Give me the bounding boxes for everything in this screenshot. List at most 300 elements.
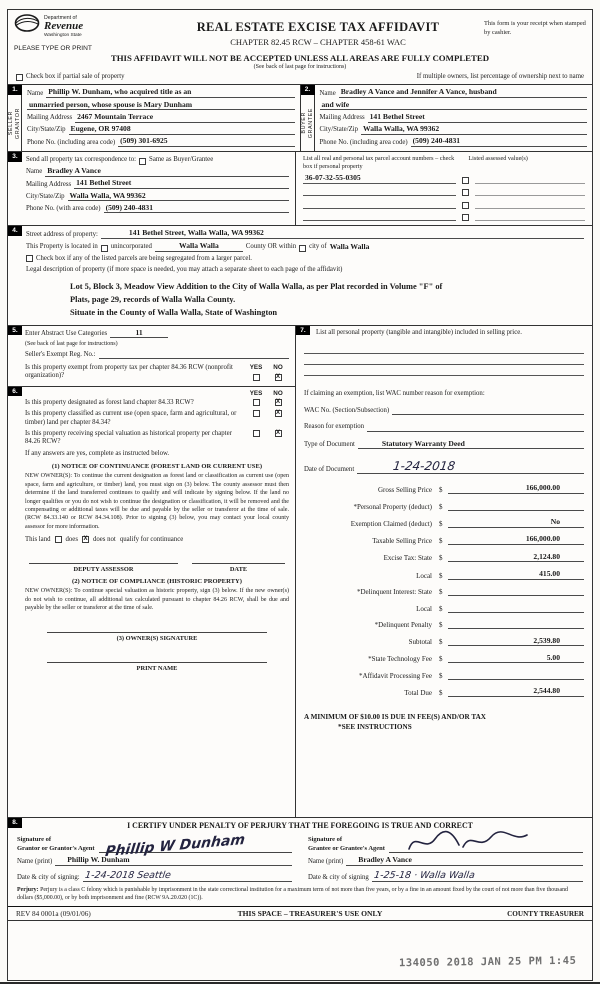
buyer-name-label: Name <box>319 89 336 97</box>
nonprofit-no-column <box>267 364 289 381</box>
warning-line: THIS AFFIDAVIT WILL NOT BE ACCEPTED UNLESS ALL AREAS ARE FULLY COMPLETED <box>110 53 490 63</box>
delinquent-penalty-field[interactable] <box>448 620 584 629</box>
left-column <box>8 326 296 818</box>
delinquent-interest-local-field[interactable] <box>448 604 584 613</box>
logo-revenue: Revenue <box>44 19 84 32</box>
assessor-date-line[interactable] <box>192 563 285 564</box>
notice-continuance-title: (1) NOTICE OF CONTINUANCE (FOREST LAND OR CURRENT USE) <box>51 463 263 471</box>
dor-swoosh-icon <box>14 13 41 33</box>
legal-description-line-2: Plats, page 29, records of Walla Walla County. <box>70 294 236 304</box>
main-columns <box>8 325 592 818</box>
owners-signature-line[interactable] <box>47 632 267 633</box>
correspondence-phone-field[interactable] <box>104 204 289 214</box>
assessor-date-item <box>192 563 285 573</box>
street-address-row <box>26 229 584 239</box>
forest-no-cell <box>267 399 289 406</box>
personal-property-label: List all personal property (tangible and intangible) included in selling price. <box>316 328 522 336</box>
seller-csz-label: City/State/Zip <box>27 126 66 134</box>
property-location-row <box>26 242 584 252</box>
document-type-label: Type of Document <box>304 440 355 448</box>
section-7-badge: 7. <box>296 326 310 336</box>
document-date-value: 1-24-2018 <box>392 459 457 474</box>
historic-no-checkbox[interactable]: X <box>275 429 280 436</box>
grantee-signature-row <box>308 831 583 853</box>
certify-statement: I CERTIFY UNDER PENALTY OF PERJURY THAT THE FOREGOING IS TRUE AND CORRECT <box>127 821 473 831</box>
buyer-name-value-1: Bradley A Vance and Jennifer A Vance, husband <box>340 87 497 97</box>
reason-row <box>304 423 584 432</box>
dollar-sign: $ <box>439 671 443 680</box>
perjury-label: Perjury: <box>17 887 39 894</box>
correspondence-csz-label: City/State/Zip <box>26 192 65 200</box>
seller-name-row <box>27 88 295 98</box>
section-1-badge: 1. <box>8 85 22 95</box>
forest-land-question: Is this property designated as forest land chapter 84.33 RCW? <box>25 399 194 407</box>
excise-tax-state-field[interactable] <box>448 553 584 563</box>
subtotal-label: Subtotal <box>408 638 432 647</box>
money-row-excise-state <box>304 553 584 563</box>
section-7 <box>296 326 592 818</box>
seller-phone-field[interactable] <box>118 137 294 147</box>
segregated-label: Check box if any of the listed parcels are being segregated from a larger parcel. <box>36 254 252 262</box>
exemption-note: If claiming an exemption, list WAC number reason for exemption: <box>304 390 485 398</box>
delinquent-interest-state-field[interactable] <box>448 587 584 596</box>
no-header: NO <box>273 363 283 371</box>
seller-mailing-label: Mailing Address <box>27 114 73 122</box>
section-8-badge: 8. <box>8 818 22 828</box>
money-row-delinquent-penalty <box>304 620 584 629</box>
subtotal-value: 2,539.80 <box>533 635 560 645</box>
land-does-not-checkbox[interactable]: X <box>83 536 88 543</box>
correspondence-csz-field[interactable] <box>68 192 289 202</box>
seller-name-label: Name <box>27 89 44 97</box>
form-title: REAL ESTATE EXCISE TAX AFFIDAVIT <box>196 20 440 34</box>
historic-question-row <box>25 430 289 447</box>
parcel-row-2 <box>303 187 585 196</box>
segregated-checkbox[interactable] <box>26 255 33 262</box>
this-land-label: This land <box>25 536 51 544</box>
excise-tax-local-field[interactable] <box>448 570 584 580</box>
cashier-date-stamp: 134050 2018 JAN 25 PM 1:45 <box>398 954 577 970</box>
grantee-signature-field[interactable] <box>389 831 583 853</box>
land-qualify-row <box>25 536 289 543</box>
seller-phone-label: Phone No. (including area code) <box>27 138 116 146</box>
correspondence-name-label: Name <box>26 168 43 176</box>
document-type-row <box>304 440 584 450</box>
county-treasurer-label: COUNTY TREASURER <box>507 909 584 918</box>
historic-no-cell <box>267 430 289 437</box>
partial-sale-checkbox[interactable] <box>16 74 23 81</box>
seller-name-value-2: unmarried person, whose spouse is Mary Dunham <box>29 99 193 109</box>
grantor-sig-label-2: Grantor or Grantor's Agent <box>17 844 95 852</box>
section-3 <box>8 151 592 225</box>
same-as-buyer-checkbox[interactable] <box>139 158 146 165</box>
grantee-date-value: 1-25-18 · Walla Walla <box>373 870 476 882</box>
parcel-number-value: 36-07-32-55-0305 <box>305 173 361 183</box>
excise-tax-local-label: Local <box>416 571 432 580</box>
grantor-name-field[interactable] <box>55 856 292 866</box>
yes-header: YES <box>249 363 263 371</box>
notice-compliance-title: (2) NOTICE OF COMPLIANCE (HISTORIC PROPERTY) <box>72 578 242 586</box>
grantee-sig-label-1: Signature of <box>308 836 343 844</box>
document-type-field[interactable] <box>358 440 584 450</box>
seller-mailing-field[interactable] <box>75 113 294 123</box>
excise-tax-state-label: Excise Tax: State <box>383 554 432 563</box>
abstract-use-field[interactable] <box>110 329 168 339</box>
dor-logo <box>14 13 152 33</box>
buyer-csz-field[interactable] <box>361 125 587 135</box>
document-type-value: Statutory Warranty Deed <box>381 438 465 448</box>
owners-signature-block <box>47 632 267 642</box>
section6-no-header: NO <box>273 389 283 397</box>
correspondence-mailing-field[interactable] <box>74 179 289 189</box>
seller-section <box>8 85 301 151</box>
excise-tax-local-value: 415.00 <box>539 568 560 578</box>
parcel-number-field-4[interactable] <box>303 212 456 221</box>
dollar-sign: $ <box>439 638 443 647</box>
personal-property-line-3[interactable] <box>304 365 584 376</box>
grantee-date-field[interactable] <box>372 870 583 882</box>
taxable-selling-price-field[interactable] <box>448 535 584 545</box>
perjury-notice <box>8 885 592 906</box>
dollar-sign: $ <box>439 604 443 613</box>
buyer-mailing-label: Mailing Address <box>319 114 365 122</box>
buyer-csz-label: City/State/Zip <box>319 126 359 134</box>
legal-description-label: Legal description of property (if more space is needed, you may attach a separate sheet to each page of the affidavit) <box>26 266 343 274</box>
legal-description-text <box>70 280 584 319</box>
personal-property-checkbox-2[interactable] <box>462 189 469 196</box>
print-name-label: PRINT NAME <box>136 665 178 673</box>
print-name-block <box>47 662 267 672</box>
grantor-sig-label-1: Signature of <box>17 836 52 844</box>
see-back-note: (See back of last page for instructions) <box>253 64 347 70</box>
grantee-name-value: Bradley A Vance <box>358 855 412 865</box>
seller-csz-value: Eugene, OR 97408 <box>70 124 131 134</box>
section-4-badge: 4. <box>8 226 22 236</box>
money-row-technology-fee <box>304 654 584 664</box>
personal-property-checkbox-3[interactable] <box>462 202 469 209</box>
grantor-name-value: Phillip W. Dunham <box>67 855 130 865</box>
buyer-phone-row <box>320 137 588 147</box>
street-address-value: 141 Bethel Street, Walla Walla, WA 99362 <box>128 228 264 238</box>
parcel-row-4 <box>303 212 585 221</box>
forest-yes-checkbox[interactable] <box>253 399 260 406</box>
grantee-name-row <box>308 856 583 866</box>
dollar-sign: $ <box>439 655 443 664</box>
dor-logo-text <box>44 15 83 32</box>
taxable-selling-price-value: 166,000.00 <box>525 534 560 544</box>
grantor-date-label: Date & city of signing: <box>17 873 80 881</box>
dollar-sign: $ <box>439 571 443 580</box>
correspondence-phone-label: Phone No. (with area code) <box>26 204 101 212</box>
money-row-gross <box>304 484 584 494</box>
personal-property-deduct-label: *Personal Property (deduct) <box>353 502 432 511</box>
header-left <box>14 13 152 52</box>
section-5-badge: 5. <box>8 326 22 336</box>
grantor-signature-field[interactable] <box>99 831 292 861</box>
personal-property-deduct-field[interactable] <box>448 502 584 511</box>
seller-name-row-2 <box>27 101 295 111</box>
city-of-label: city of <box>309 243 327 251</box>
assessed-value-field-2[interactable] <box>475 187 585 196</box>
form-revision-code: REV 84 0001a (09/01/06) <box>16 909 91 918</box>
seller-mailing-row <box>27 113 295 123</box>
buyer-phone-value: (509) 240-4831 <box>412 136 461 146</box>
parcel-row-1 <box>303 174 585 184</box>
current-use-yes-cell <box>245 410 267 417</box>
parcel-row-3 <box>303 200 585 209</box>
gross-selling-price-label: Gross Selling Price <box>377 486 432 495</box>
grantee-signature-label <box>308 836 385 853</box>
wac-label: WAC No. (Section/Subsection) <box>304 406 390 414</box>
section6-yes-header: YES <box>249 389 263 397</box>
logo-washington-state: Washington State <box>44 33 82 38</box>
grantor-name-row <box>17 856 292 866</box>
reason-field[interactable] <box>367 423 584 432</box>
does-not-label: does not <box>92 536 116 544</box>
money-row-personal <box>304 502 584 511</box>
personal-property-line-1[interactable] <box>304 343 584 354</box>
taxable-selling-price-label: Taxable Selling Price <box>372 537 432 546</box>
parcel-number-field-2[interactable] <box>303 187 456 196</box>
correspondence-mailing-row <box>26 179 289 189</box>
personal-property-checkbox-1[interactable] <box>462 177 469 184</box>
personal-property-checkbox-4[interactable] <box>462 214 469 221</box>
deputy-assessor-label: DEPUTY ASSESSOR <box>73 566 134 574</box>
qualify-label: qualify for continuance <box>119 536 184 544</box>
parcel-number-field-3[interactable] <box>303 200 456 209</box>
grantee-name-field[interactable] <box>346 856 583 866</box>
current-use-question: Is this property classified as current use (open space, farm and agricultural, or timber) land per chapter 84.34? <box>25 410 237 426</box>
city-value: Walla Walla <box>329 242 370 252</box>
money-row-delinquent-interest-local <box>304 604 584 613</box>
historic-question: Is this property receiving special valuation as historical property per chapter 84.26 RCW? <box>25 429 232 446</box>
gross-selling-price-field[interactable] <box>448 484 584 494</box>
correspondence-csz-row <box>26 192 289 202</box>
forest-no-checkbox[interactable]: X <box>275 399 280 406</box>
buyer-name-field[interactable] <box>339 88 587 98</box>
seller-fields <box>22 85 300 151</box>
personal-property-line-2[interactable] <box>304 354 584 365</box>
historic-yes-checkbox[interactable] <box>253 430 260 437</box>
assessed-value-field-1[interactable] <box>475 175 585 184</box>
assessed-values-header: Listed assessed value(s) <box>468 155 528 163</box>
county-value: Walla Walla <box>179 241 219 251</box>
section-5 <box>8 326 295 387</box>
seller-phone-row <box>27 137 295 147</box>
buyer-section <box>301 85 593 151</box>
correspondence-csz-value: Walla Walla, WA 99362 <box>69 190 146 200</box>
signature-columns <box>17 831 583 882</box>
correspondence-name-field[interactable] <box>45 167 289 177</box>
forest-land-question-row <box>25 399 289 407</box>
buyer-name-field-2[interactable] <box>320 101 588 111</box>
multiple-owners-note: If multiple owners, list percentage of ownership next to name <box>416 73 584 80</box>
buyer-mailing-row <box>320 113 588 123</box>
grantor-signature-label <box>17 836 95 853</box>
assessed-value-field-3[interactable] <box>475 200 585 209</box>
logo-department-of: Department of <box>44 14 77 21</box>
state-technology-fee-label: *State Technology Fee <box>368 655 432 664</box>
treasurer-space-label: THIS SPACE – TREASURER'S USE ONLY <box>237 909 383 918</box>
money-row-delinquent-interest-state <box>304 587 584 596</box>
grantor-signature-column <box>17 831 292 882</box>
parcel-list-box <box>296 152 592 225</box>
reason-label: Reason for exemption <box>304 423 365 431</box>
money-row-subtotal <box>304 637 584 647</box>
perjury-text: Perjury is a class C felony which is punishable by imprisonment in the state correctional institution for a maximum term of not more than five years, or by a fine in an amount fixed by the court of not more than five thousand dollars ($5,000.00), or by both imprisonment and fine (RCW 9A.20.020 (1C)). <box>17 887 568 902</box>
total-due-field[interactable] <box>448 687 584 697</box>
seller-phone-value: (509) 301-6925 <box>120 136 168 146</box>
street-address-field[interactable] <box>101 229 584 239</box>
subtotal-field[interactable] <box>448 637 584 647</box>
located-in-label: This Property is located in <box>26 243 98 251</box>
total-due-label: Total Due <box>404 689 432 698</box>
current-use-no-cell <box>267 410 289 417</box>
section5-see-back-note: (See back of last page for instructions) <box>25 340 118 347</box>
delinquent-interest-local-label: Local <box>416 604 432 613</box>
seller-strip-label-1: SELLER <box>8 111 14 136</box>
section-8 <box>8 817 592 885</box>
document-date-label: Date of Document <box>304 465 355 473</box>
buyer-phone-field[interactable] <box>411 137 587 147</box>
notice-continuance-body: NEW OWNER(S): To continue the current designation as forest land or classification as current use (open space, farm and agriculture, or timber) land, you must sign on (3) below. The county assessor must then determine if the land transferred continues to qualify and will indicate by signing below. If the land no longer qualifies or you do not wish to continue the designation or classification, it will be removed and the compensating or additional taxes will be due and payable by the seller or transferor at the time of sale. (RCW 84.33.140 or RCW 84.34.108). Prior to signing (3) below, you may contact your local county assessor for more information. <box>25 473 289 530</box>
legal-description-line-3: Situate in the County of Walla Walla, State of Washington <box>70 307 278 317</box>
document-date-row <box>304 457 584 474</box>
tax-correspondence-box <box>8 152 296 225</box>
current-use-question-row <box>25 410 289 427</box>
exemption-claimed-value: No <box>550 517 560 527</box>
buyer-mailing-field[interactable] <box>368 113 587 123</box>
state-technology-fee-value: 5.00 <box>546 652 560 662</box>
affidavit-processing-fee-label: *Affidavit Processing Fee <box>359 671 432 680</box>
county-field[interactable] <box>155 242 243 252</box>
seller-name-field[interactable] <box>46 88 294 98</box>
buyer-name-row <box>320 88 588 98</box>
section-6 <box>8 387 295 676</box>
section-6-badge: 6. <box>8 387 22 397</box>
legal-description-line-1: Lot 5, Block 3, Meadow View Addition to the City of Walla Walla, as per Plat recorded in Volume "F" of <box>70 281 443 291</box>
seller-name-value-1: Phillip W. Dunham, who acquired title as an <box>48 87 192 97</box>
abstract-use-value: 11 <box>135 327 143 337</box>
delinquent-penalty-label: *Delinquent Penalty <box>374 621 432 630</box>
buyer-strip-label-1: BUYER <box>300 112 307 135</box>
buyer-strip-label-2: GRANTEE <box>307 108 314 139</box>
exemption-claimed-field[interactable] <box>448 518 584 528</box>
exemption-claimed-label: Exemption Claimed (deduct) <box>350 519 432 528</box>
seller-csz-row <box>27 125 295 135</box>
buyer-fields <box>315 85 593 151</box>
footer-row <box>8 906 592 920</box>
assessor-signature-row <box>25 563 289 573</box>
dollar-sign: $ <box>439 554 443 563</box>
assessed-value-field-4[interactable] <box>475 212 585 221</box>
correspondence-mailing-value: 141 Bethel Street <box>76 178 132 188</box>
seller-csz-field[interactable] <box>69 125 295 135</box>
buyer-csz-row <box>320 125 588 135</box>
current-use-yes-checkbox[interactable] <box>253 410 260 417</box>
nonprofit-question: Is this property exempt from property tax per chapter 84.36 RCW (nonprofit organization)? <box>25 363 233 380</box>
exempt-reg-field[interactable] <box>99 351 289 360</box>
minimum-fee-note: A MINIMUM OF $10.00 IS DUE IN FEE(S) AND/OR TAX <box>304 713 486 722</box>
buyer-name-row-2 <box>320 101 588 111</box>
affidavit-processing-fee-field[interactable] <box>448 671 584 680</box>
excise-tax-state-value: 2,124.80 <box>533 551 560 561</box>
nonprofit-yes-column <box>245 364 267 381</box>
send-correspondence-row <box>26 156 289 164</box>
partial-sale-row <box>8 72 592 84</box>
money-row-excise-local <box>304 570 584 580</box>
money-row-processing-fee <box>304 671 584 680</box>
unincorporated-checkbox[interactable] <box>101 245 108 252</box>
document-date-field[interactable] <box>357 459 584 474</box>
affidavit-form <box>7 9 593 981</box>
wac-row <box>304 407 584 416</box>
buyer-side-strip <box>301 85 315 151</box>
county-or-within-label: County OR within <box>245 243 297 251</box>
notice-compliance-body: NEW OWNER(S): To continue special valuation as historic property, sign (3) below. If the new owner(s) do not wish to continue, all additional tax calculated pursuant to chapter 84.26 RCW, shall be due and payable by the seller or transferor at the time of sale. <box>25 588 289 612</box>
total-due-value: 2,544.80 <box>533 686 560 696</box>
grantor-date-value: 1-24-2018 Seattle <box>83 870 172 882</box>
land-does-checkbox[interactable] <box>55 536 62 543</box>
deputy-assessor-signature-line[interactable] <box>29 563 178 564</box>
title-block <box>152 13 484 47</box>
deputy-assessor-item <box>29 563 178 573</box>
nonprofit-question-row <box>25 364 289 381</box>
grantee-date-label: Date & city of signing <box>308 873 369 881</box>
money-row-exemption <box>304 518 584 528</box>
correspondence-phone-row <box>26 204 289 214</box>
dollar-sign: $ <box>439 621 443 630</box>
delinquent-interest-state-label: *Delinquent Interest: State <box>356 588 432 597</box>
buyer-mailing-value: 141 Bethel Street <box>369 111 425 121</box>
if-yes-note: If any answers are yes, complete as instructed below. <box>25 449 170 457</box>
wac-field[interactable] <box>392 407 584 416</box>
nonprofit-no-checkbox[interactable]: X <box>275 373 280 380</box>
grantor-date-field[interactable] <box>83 870 292 882</box>
city-checkbox[interactable] <box>299 245 306 252</box>
current-use-no-checkbox[interactable]: X <box>275 410 280 417</box>
grantee-date-row <box>308 869 583 882</box>
exempt-reg-row <box>25 351 289 360</box>
grantor-name-label: Name (print) <box>17 857 53 865</box>
parties-section <box>8 84 592 151</box>
grantee-sig-label-2: Grantee or Grantee's Agent <box>308 844 385 852</box>
nonprofit-yes-checkbox[interactable] <box>253 374 260 381</box>
street-address-label: Street address of property: <box>26 230 98 238</box>
state-technology-fee-field[interactable] <box>448 654 584 664</box>
print-name-line[interactable] <box>47 662 267 663</box>
money-row-total-due <box>304 687 584 697</box>
dollar-sign: $ <box>439 502 443 511</box>
segregated-row <box>26 255 584 263</box>
please-type-or-print-label: PLEASE TYPE OR PRINT <box>14 45 92 52</box>
correspondence-name-row <box>26 167 289 177</box>
unincorporated-label: unincorporated <box>110 243 152 251</box>
grantor-date-row <box>17 869 292 882</box>
money-row-taxable <box>304 535 584 545</box>
seller-mailing-value: 2467 Mountain Terrace <box>77 111 154 121</box>
abstract-use-label: Enter Abstract Use Categories <box>25 329 108 337</box>
seller-name-field-2[interactable] <box>27 101 295 111</box>
owners-signature-label: (3) OWNER(S) SIGNATURE <box>116 635 198 643</box>
receipt-note: This form is your receipt when stamped by cashier. <box>484 20 586 36</box>
dollar-sign: $ <box>439 537 443 546</box>
parcel-number-field-1[interactable] <box>303 174 456 184</box>
seller-side-strip <box>8 85 22 151</box>
assessor-date-label: DATE <box>229 566 248 574</box>
see-instructions-note: *SEE INSTRUCTIONS <box>338 723 412 732</box>
dollar-sign: $ <box>439 486 443 495</box>
